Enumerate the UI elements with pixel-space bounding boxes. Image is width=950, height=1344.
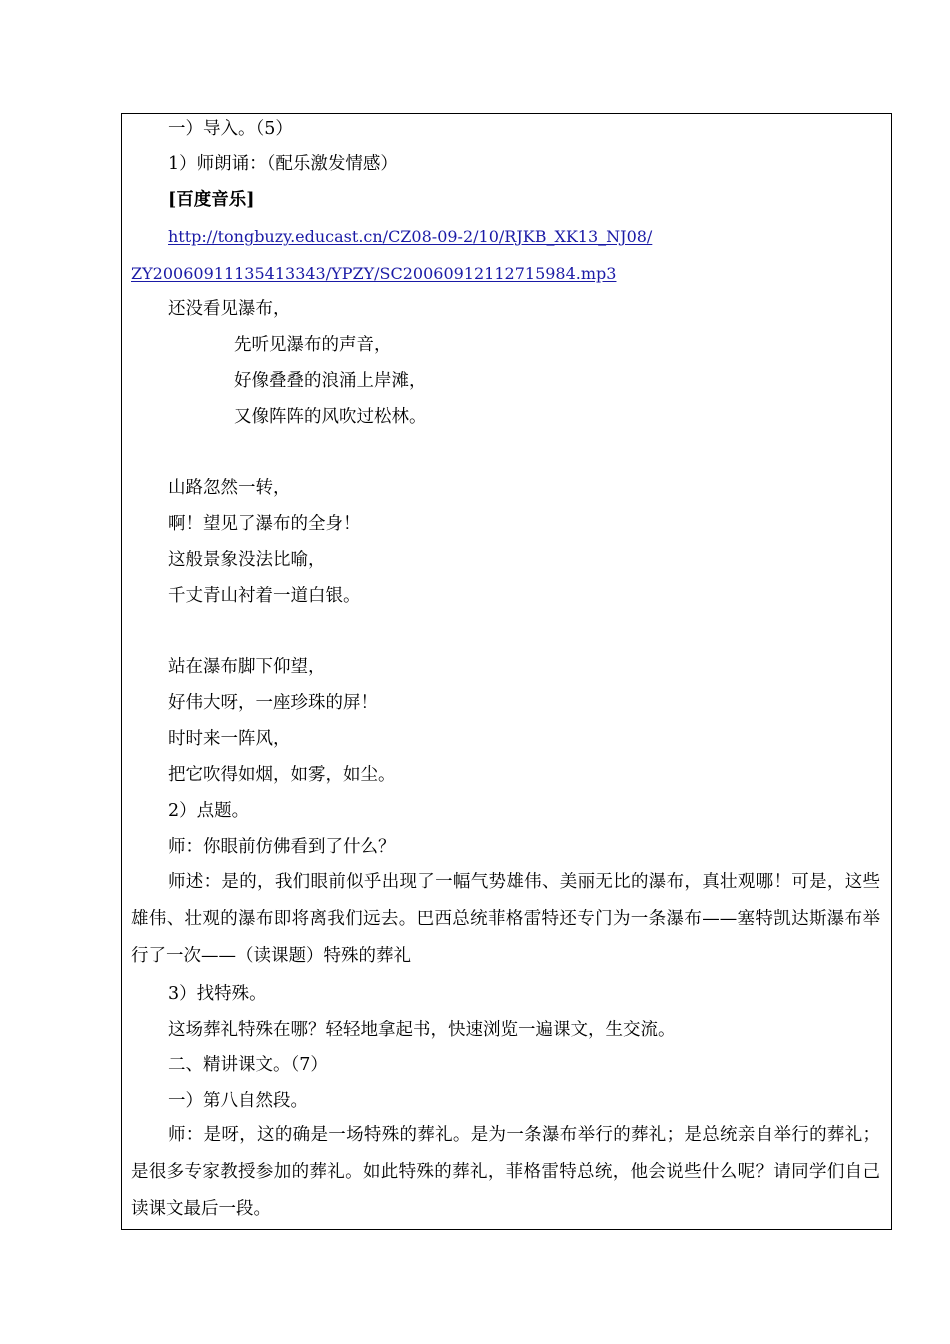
step-find-special: 3）找特殊。: [168, 984, 267, 1004]
section-heading-intro: 一）导入。（5）: [168, 119, 293, 139]
step-topic: 2）点题。: [168, 801, 250, 821]
poem-line: 山路忽然一转，: [168, 478, 291, 498]
poem-line: 这般景象没法比喻，: [168, 550, 326, 570]
step-recite: 1）师朗诵：（配乐激发情感）: [168, 154, 398, 174]
music-link-part1[interactable]: http://tongbuzy.educast.cn/CZ08-09-2/10/RJKB_XK13_NJ08/: [168, 227, 653, 246]
poem-line: 先听见瀑布的声音，: [234, 335, 392, 355]
teacher-narration-paragraph: 师述：是的，我们眼前似乎出现了一幅气势雄伟、美丽无比的瀑布，真壮观哪！可是，这些雄伟、壮观的瀑布即将离我们远去。巴西总统菲格雷特还专门为一条瀑布——塞特凯达斯瀑布举行了一次——（读课题）特殊的葬礼: [131, 872, 880, 966]
teacher-paragraph-2: 师：是呀，这的确是一场特殊的葬礼。是为一条瀑布举行的葬礼；是总统亲自举行的葬礼；是很多专家教授参加的葬礼。如此特殊的葬礼，菲格雷特总统，他会说些什么呢？请同学们自己读课文最后一段。: [131, 1125, 880, 1219]
student-task: 这场葬礼特殊在哪？轻轻地拿起书，快速浏览一遍课文，生交流。: [168, 1020, 676, 1040]
section-heading-lecture: 二、精讲课文。（7）: [168, 1055, 328, 1075]
subsection-heading-paragraph8: 一）第八自然段。: [168, 1091, 308, 1111]
poem-line: 好像叠叠的浪涌上岸滩，: [234, 371, 427, 391]
poem-line: 好伟大呀，一座珍珠的屏！: [168, 693, 378, 713]
poem-line: 还没看见瀑布，: [168, 299, 291, 319]
baidu-music-label: [百度音乐]: [168, 190, 255, 210]
poem-line: 啊！望见了瀑布的全身！: [168, 514, 361, 534]
poem-line: 时时来一阵风，: [168, 729, 291, 749]
poem-line: 千丈青山衬着一道白银。: [168, 586, 361, 606]
poem-line: 站在瀑布脚下仰望，: [168, 657, 326, 677]
music-link-part2[interactable]: ZY20060911135413343/YPZY/SC20060912112715984.mp3: [131, 264, 617, 283]
poem-line: 把它吹得如烟，如雾，如尘。: [168, 765, 396, 785]
teacher-question: 师：你眼前仿佛看到了什么？: [168, 837, 396, 857]
poem-line: 又像阵阵的风吹过松林。: [234, 407, 427, 427]
